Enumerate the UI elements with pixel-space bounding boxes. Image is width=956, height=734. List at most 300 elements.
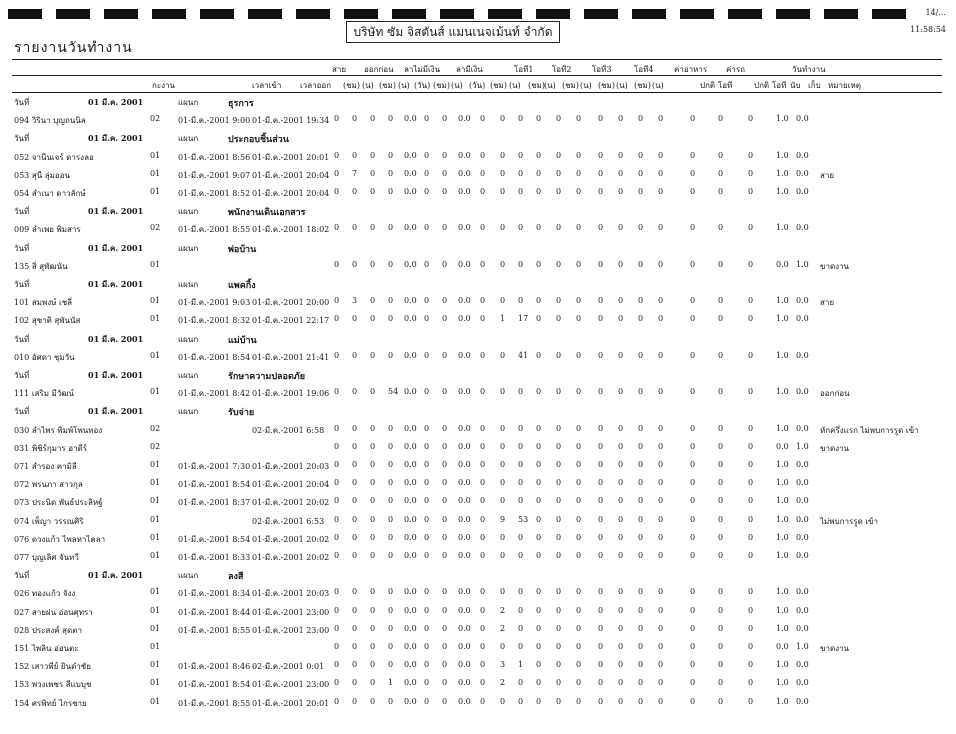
value-cell: 0: [618, 441, 624, 451]
value-cell: 0: [576, 623, 582, 633]
value-cell: 1.0: [796, 259, 809, 269]
column-label: (น): [616, 81, 628, 90]
value-cell: 0: [370, 314, 376, 324]
value-cell: 0: [576, 642, 582, 651]
value-cell: 0.0: [796, 496, 809, 506]
time-out: 02-มี.ค.-2001 6:53: [252, 516, 325, 526]
time-out: 01-มี.ค.-2001 23:00: [252, 625, 330, 635]
value-cell: 0: [556, 623, 562, 633]
time-out: 01-มี.ค.-2001 20:02: [252, 553, 330, 562]
group-header-row: [0, 278, 956, 294]
value-cell: 0: [748, 168, 754, 178]
employee-row: [0, 151, 956, 167]
value-cell: 0: [536, 551, 542, 560]
shift-code: 02: [150, 114, 161, 124]
value-cell: 0.0: [458, 678, 471, 688]
value-cell: 0: [388, 660, 394, 670]
value-cell: 0: [370, 514, 376, 524]
value-cell: 0: [518, 623, 524, 633]
value-cell: 0.0: [404, 168, 417, 178]
value-cell: 0: [480, 350, 486, 360]
value-cell: 0.0: [404, 623, 417, 633]
value-cell: 0: [424, 514, 430, 524]
value-cell: 0: [618, 150, 624, 160]
value-cell: 0.0: [404, 114, 417, 124]
value-cell: 0: [518, 642, 524, 651]
employee-row: [0, 314, 956, 330]
value-cell: 0.0: [404, 423, 417, 433]
value-cell: 0: [576, 660, 582, 670]
employee-row: [0, 678, 956, 694]
value-cell: 0.0: [796, 114, 809, 124]
value-cell: 0: [442, 496, 448, 506]
value-cell: 0: [352, 259, 358, 269]
time-in: 01-มี.ค.-2001 8:55: [178, 625, 251, 635]
value-cell: 0: [658, 623, 664, 633]
perforation-dash: [824, 9, 858, 19]
value-cell: 0: [442, 168, 448, 178]
value-cell: 0.0: [796, 314, 809, 324]
value-cell: 0: [442, 296, 448, 306]
value-cell: 0: [638, 387, 644, 397]
column-label: (น): [652, 81, 664, 90]
value-cell: 0: [500, 423, 506, 433]
value-cell: 0.0: [404, 660, 417, 670]
value-cell: 0: [518, 296, 524, 306]
dept-name: ลงสี: [228, 572, 244, 583]
value-cell: 0: [388, 150, 394, 160]
value-cell: 0: [576, 423, 582, 433]
value-cell: 0: [638, 514, 644, 524]
remark: สาย: [820, 170, 835, 180]
column-label: (วัน): [469, 81, 486, 90]
value-cell: 1.0: [776, 223, 789, 233]
value-cell: 0: [718, 460, 724, 469]
value-cell: 0: [638, 314, 644, 324]
value-cell: 0: [500, 187, 506, 196]
value-cell: 0.0: [404, 150, 417, 160]
value-cell: 0.0: [404, 223, 417, 233]
value-cell: 0.0: [458, 587, 471, 597]
value-cell: 0: [424, 642, 430, 651]
value-cell: 0.0: [404, 514, 417, 524]
value-cell: 0: [598, 150, 604, 160]
value-cell: 0.0: [404, 387, 417, 397]
value-cell: 0: [658, 678, 664, 688]
value-cell: 0: [500, 587, 506, 597]
time-in: 01-มี.ค.-2001 8:52: [178, 189, 251, 198]
value-cell: 0: [618, 423, 624, 433]
value-cell: 0.0: [404, 187, 417, 196]
value-cell: 0: [690, 314, 696, 324]
value-cell: 0: [638, 532, 644, 542]
time-out: 01-มี.ค.-2001 22:17: [252, 316, 330, 326]
value-cell: 0: [748, 150, 754, 160]
perforation-dash: [392, 9, 426, 19]
value-cell: 0: [748, 423, 754, 433]
value-cell: 0: [618, 314, 624, 324]
value-cell: 0: [658, 605, 664, 615]
dept-label: แผนก: [178, 207, 199, 217]
employee-row: [0, 642, 956, 658]
time-in: 01-มี.ค.-2001 9:07: [178, 170, 251, 180]
value-cell: 1: [388, 678, 394, 688]
value-cell: 0: [442, 623, 448, 633]
value-cell: 0: [718, 514, 724, 524]
value-cell: 0: [690, 587, 696, 597]
time-in: 01-มี.ค.-2001 8:54: [178, 480, 251, 490]
value-cell: 0: [536, 532, 542, 542]
value-cell: 0: [638, 678, 644, 688]
perforation-dash: [776, 9, 810, 19]
value-cell: 0: [370, 259, 376, 269]
employee-name: 094 วิรินา บุญถนนิล: [14, 116, 86, 126]
group-header-row: [0, 96, 956, 112]
value-cell: 0: [748, 696, 754, 706]
value-cell: 0: [536, 187, 542, 196]
value-cell: 0: [442, 350, 448, 360]
value-cell: 0: [536, 478, 542, 488]
shift-code: 01: [150, 551, 161, 560]
value-cell: 0: [748, 441, 754, 451]
value-cell: 0: [556, 441, 562, 451]
value-cell: 0: [638, 605, 644, 615]
time-out: 01-มี.ค.-2001 20:01: [252, 698, 330, 708]
value-cell: 0: [424, 551, 430, 560]
value-cell: 0: [334, 623, 340, 633]
column-label: เก็บ: [808, 81, 821, 90]
value-cell: 0.0: [404, 605, 417, 615]
value-cell: 0: [658, 350, 664, 360]
value-cell: 0: [556, 478, 562, 488]
value-cell: 0: [618, 623, 624, 633]
value-cell: 0.0: [404, 460, 417, 469]
value-cell: 0: [638, 623, 644, 633]
value-cell: 0.0: [458, 314, 471, 324]
time-in: 01-มี.ค.-2001 8:56: [178, 152, 251, 162]
value-cell: 0.0: [404, 696, 417, 706]
value-cell: 0: [658, 387, 664, 397]
value-cell: 0.0: [776, 642, 789, 651]
column-label: (น): [451, 81, 463, 90]
value-cell: 0: [556, 587, 562, 597]
value-cell: 0: [334, 150, 340, 160]
value-cell: 0: [690, 168, 696, 178]
value-cell: 0: [518, 259, 524, 269]
employee-name: 152 เสาวพีย์ ยินดำชัย: [14, 662, 91, 672]
value-cell: 0: [576, 314, 582, 324]
value-cell: 0: [690, 423, 696, 433]
value-cell: 0: [442, 314, 448, 324]
value-cell: 0: [556, 223, 562, 233]
dept-label: แผนก: [178, 98, 199, 107]
value-cell: 1.0: [776, 660, 789, 670]
value-cell: 0: [690, 642, 696, 651]
value-cell: 0: [598, 423, 604, 433]
value-cell: 0: [598, 642, 604, 651]
value-cell: 0: [658, 460, 664, 469]
day-label: วันที่: [14, 371, 30, 380]
value-cell: 1.0: [776, 168, 789, 178]
value-cell: 0: [424, 478, 430, 488]
value-cell: 0: [748, 678, 754, 688]
value-cell: 0: [424, 678, 430, 688]
value-cell: 0: [424, 587, 430, 597]
value-cell: 0: [370, 660, 376, 670]
value-cell: 1.0: [776, 478, 789, 488]
value-cell: 0: [748, 296, 754, 306]
value-cell: 1.0: [776, 587, 789, 597]
value-cell: 0: [334, 660, 340, 670]
employee-name: 010 อัศดา ชุมวัน: [14, 352, 75, 362]
value-cell: 0: [638, 259, 644, 269]
value-cell: 0: [598, 259, 604, 269]
employee-name: 135 สิ่ สุพัฒนัน: [14, 261, 68, 271]
value-cell: 0: [556, 187, 562, 196]
column-label: ปกติ: [754, 81, 770, 90]
value-cell: 0: [480, 496, 486, 506]
time-in: 01-มี.ค.-2001 8:46: [178, 662, 251, 672]
day-label: วันที่: [14, 134, 30, 144]
value-cell: 0: [370, 623, 376, 633]
value-cell: 0: [442, 551, 448, 560]
value-cell: 0: [424, 114, 430, 124]
time-in: 01-มี.ค.-2001 8:42: [178, 389, 251, 399]
value-cell: 0: [536, 168, 542, 178]
value-cell: 0: [718, 660, 724, 670]
employee-row: [0, 697, 956, 713]
employee-row: [0, 387, 956, 403]
value-cell: 0: [536, 678, 542, 688]
value-cell: 0: [618, 605, 624, 615]
value-cell: 0: [480, 551, 486, 560]
column-group-label: โอที4: [634, 65, 654, 74]
value-cell: 0: [370, 223, 376, 233]
value-cell: 0: [334, 642, 340, 651]
value-cell: 0: [576, 478, 582, 488]
value-cell: 0: [442, 642, 448, 651]
group-header-row: [0, 405, 956, 421]
value-cell: 0: [598, 114, 604, 124]
day-label: วันที่: [14, 280, 30, 289]
employee-name: 054 สำเนา ดาวลักษ์: [14, 189, 86, 198]
value-cell: 0: [576, 168, 582, 178]
value-cell: 0: [576, 551, 582, 560]
value-cell: 0: [480, 605, 486, 615]
shift-code: 01: [150, 514, 161, 524]
value-cell: 0: [638, 350, 644, 360]
value-cell: 0.0: [458, 642, 471, 651]
employee-name: 102 สุชาติ สุพันนัส: [14, 316, 81, 326]
value-cell: 0: [352, 696, 358, 706]
value-cell: 0: [480, 296, 486, 306]
value-cell: 0: [556, 259, 562, 269]
value-cell: 0: [352, 605, 358, 615]
value-cell: 0: [618, 350, 624, 360]
perforation-dash: [728, 9, 762, 19]
value-cell: 0: [480, 660, 486, 670]
time-out: 01-มี.ค.-2001 20:00: [252, 298, 330, 308]
value-cell: 0: [370, 350, 376, 360]
value-cell: 0: [536, 696, 542, 706]
value-cell: 0: [334, 114, 340, 124]
value-cell: 0.0: [404, 532, 417, 542]
value-cell: 0: [442, 532, 448, 542]
employee-name: 153 พวงเพชร สีแบบุช: [14, 680, 92, 690]
column-label: (น): [362, 81, 374, 90]
value-cell: 0: [388, 551, 394, 560]
value-cell: 0: [480, 259, 486, 269]
employee-row: [0, 114, 956, 130]
value-cell: 1.0: [776, 423, 789, 433]
value-cell: 0.0: [796, 678, 809, 688]
column-label: นับ: [790, 81, 801, 90]
column-group-label: ออกก่อน: [364, 65, 394, 74]
shift-code: 01: [150, 532, 161, 542]
value-cell: 0: [748, 387, 754, 397]
value-cell: 0.0: [796, 532, 809, 542]
value-cell: 0: [598, 387, 604, 397]
value-cell: 0.0: [458, 623, 471, 633]
day-label: วันที่: [14, 407, 30, 417]
value-cell: 0: [658, 441, 664, 451]
value-cell: 0.0: [404, 259, 417, 269]
value-cell: 0: [618, 532, 624, 542]
time-in: 01-มี.ค.-2001 8:44: [178, 607, 251, 617]
value-cell: 0: [370, 296, 376, 306]
value-cell: 0: [500, 642, 506, 651]
value-cell: 0: [556, 423, 562, 433]
time-out: 01-มี.ค.-2001 20:01: [252, 152, 330, 162]
value-cell: 0.0: [404, 478, 417, 488]
value-cell: 0: [518, 496, 524, 506]
column-group-label: ค่าอาหาร: [674, 65, 708, 74]
value-cell: 0: [576, 605, 582, 615]
value-cell: 0: [442, 678, 448, 688]
value-cell: 0.0: [404, 296, 417, 306]
value-cell: 41: [518, 350, 529, 360]
group-date: 01 มี.ค. 2001: [88, 97, 144, 107]
value-cell: 0: [500, 114, 506, 124]
value-cell: 0: [748, 551, 754, 560]
value-cell: 0: [424, 150, 430, 160]
value-cell: 0: [334, 605, 340, 615]
value-cell: 0: [424, 387, 430, 397]
employee-name: 026 ทองแก้ว จังง: [14, 589, 76, 599]
value-cell: 0: [576, 150, 582, 160]
value-cell: 0: [500, 696, 506, 706]
shift-code: 01: [150, 496, 161, 506]
employee-row: [0, 169, 956, 185]
value-cell: 0.0: [796, 223, 809, 233]
value-cell: 0: [658, 478, 664, 488]
value-cell: 0: [442, 187, 448, 196]
column-group-label: โอที2: [552, 65, 572, 74]
value-cell: 0: [556, 314, 562, 324]
value-cell: 0.0: [796, 387, 809, 397]
value-cell: 0: [334, 441, 340, 451]
value-cell: 0: [480, 678, 486, 688]
value-cell: 0: [598, 168, 604, 178]
value-cell: 0: [598, 496, 604, 506]
value-cell: 0.0: [458, 532, 471, 542]
value-cell: 0.0: [404, 350, 417, 360]
employee-row: [0, 496, 956, 512]
value-cell: 0: [480, 623, 486, 633]
value-cell: 0: [658, 259, 664, 269]
value-cell: 0: [748, 605, 754, 615]
value-cell: 0: [370, 551, 376, 560]
shift-code: 02: [150, 223, 161, 233]
value-cell: 0: [352, 496, 358, 506]
perforation-dash: [632, 9, 666, 19]
value-cell: 0: [388, 168, 394, 178]
group-date: 01 มี.ค. 2001: [88, 333, 144, 344]
value-cell: 0: [748, 642, 754, 651]
perforation-dash: [248, 9, 282, 19]
value-cell: 0: [424, 460, 430, 469]
employee-row: [0, 187, 956, 203]
value-cell: 0: [638, 223, 644, 233]
print-date: 14/...: [925, 8, 946, 17]
value-cell: 0.0: [458, 478, 471, 488]
value-cell: 0: [618, 114, 624, 124]
value-cell: 0: [370, 168, 376, 178]
employee-name: 031 พิชิร์กุมาร อาดีร์: [14, 443, 88, 453]
dept-name: ประกอบชิ้นส่วน: [228, 135, 289, 146]
value-cell: 0: [500, 350, 506, 360]
value-cell: 0: [536, 587, 542, 597]
value-cell: 0: [658, 168, 664, 178]
employee-name: 073 ประนิด พันธ์ประลิหฐ์: [14, 498, 103, 508]
value-cell: 0: [598, 187, 604, 196]
employee-row: [0, 424, 956, 440]
column-label: หมายเหตุ: [828, 81, 861, 90]
employee-row: [0, 624, 956, 640]
value-cell: 0: [500, 168, 506, 178]
value-cell: 0: [500, 460, 506, 469]
value-cell: 1.0: [776, 387, 789, 397]
value-cell: 0.0: [458, 350, 471, 360]
value-cell: 0: [424, 296, 430, 306]
value-cell: 0.0: [776, 441, 789, 451]
value-cell: 0: [480, 478, 486, 488]
value-cell: 17: [518, 314, 529, 324]
value-cell: 0: [718, 423, 724, 433]
value-cell: 0: [480, 514, 486, 524]
time-in: 01-มี.ค.-2001 8:37: [178, 498, 251, 508]
value-cell: 0: [638, 150, 644, 160]
value-cell: 0: [442, 696, 448, 706]
value-cell: 0: [370, 150, 376, 160]
column-label: กะงาน: [152, 81, 176, 90]
value-cell: 0: [352, 532, 358, 542]
value-cell: 53: [518, 514, 529, 524]
value-cell: 0: [500, 150, 506, 160]
value-cell: 0: [576, 678, 582, 688]
day-label: วันที่: [14, 243, 30, 253]
value-cell: 0: [556, 660, 562, 670]
employee-row: [0, 551, 956, 567]
perforation-dash: [104, 9, 138, 19]
value-cell: 0: [518, 387, 524, 397]
value-cell: 0: [598, 660, 604, 670]
dept-name: พนักงานเดินเอกสาร: [228, 208, 306, 219]
value-cell: 0: [388, 296, 394, 306]
value-cell: 0.0: [404, 496, 417, 506]
value-cell: 1.0: [776, 314, 789, 324]
value-cell: 0: [334, 314, 340, 324]
